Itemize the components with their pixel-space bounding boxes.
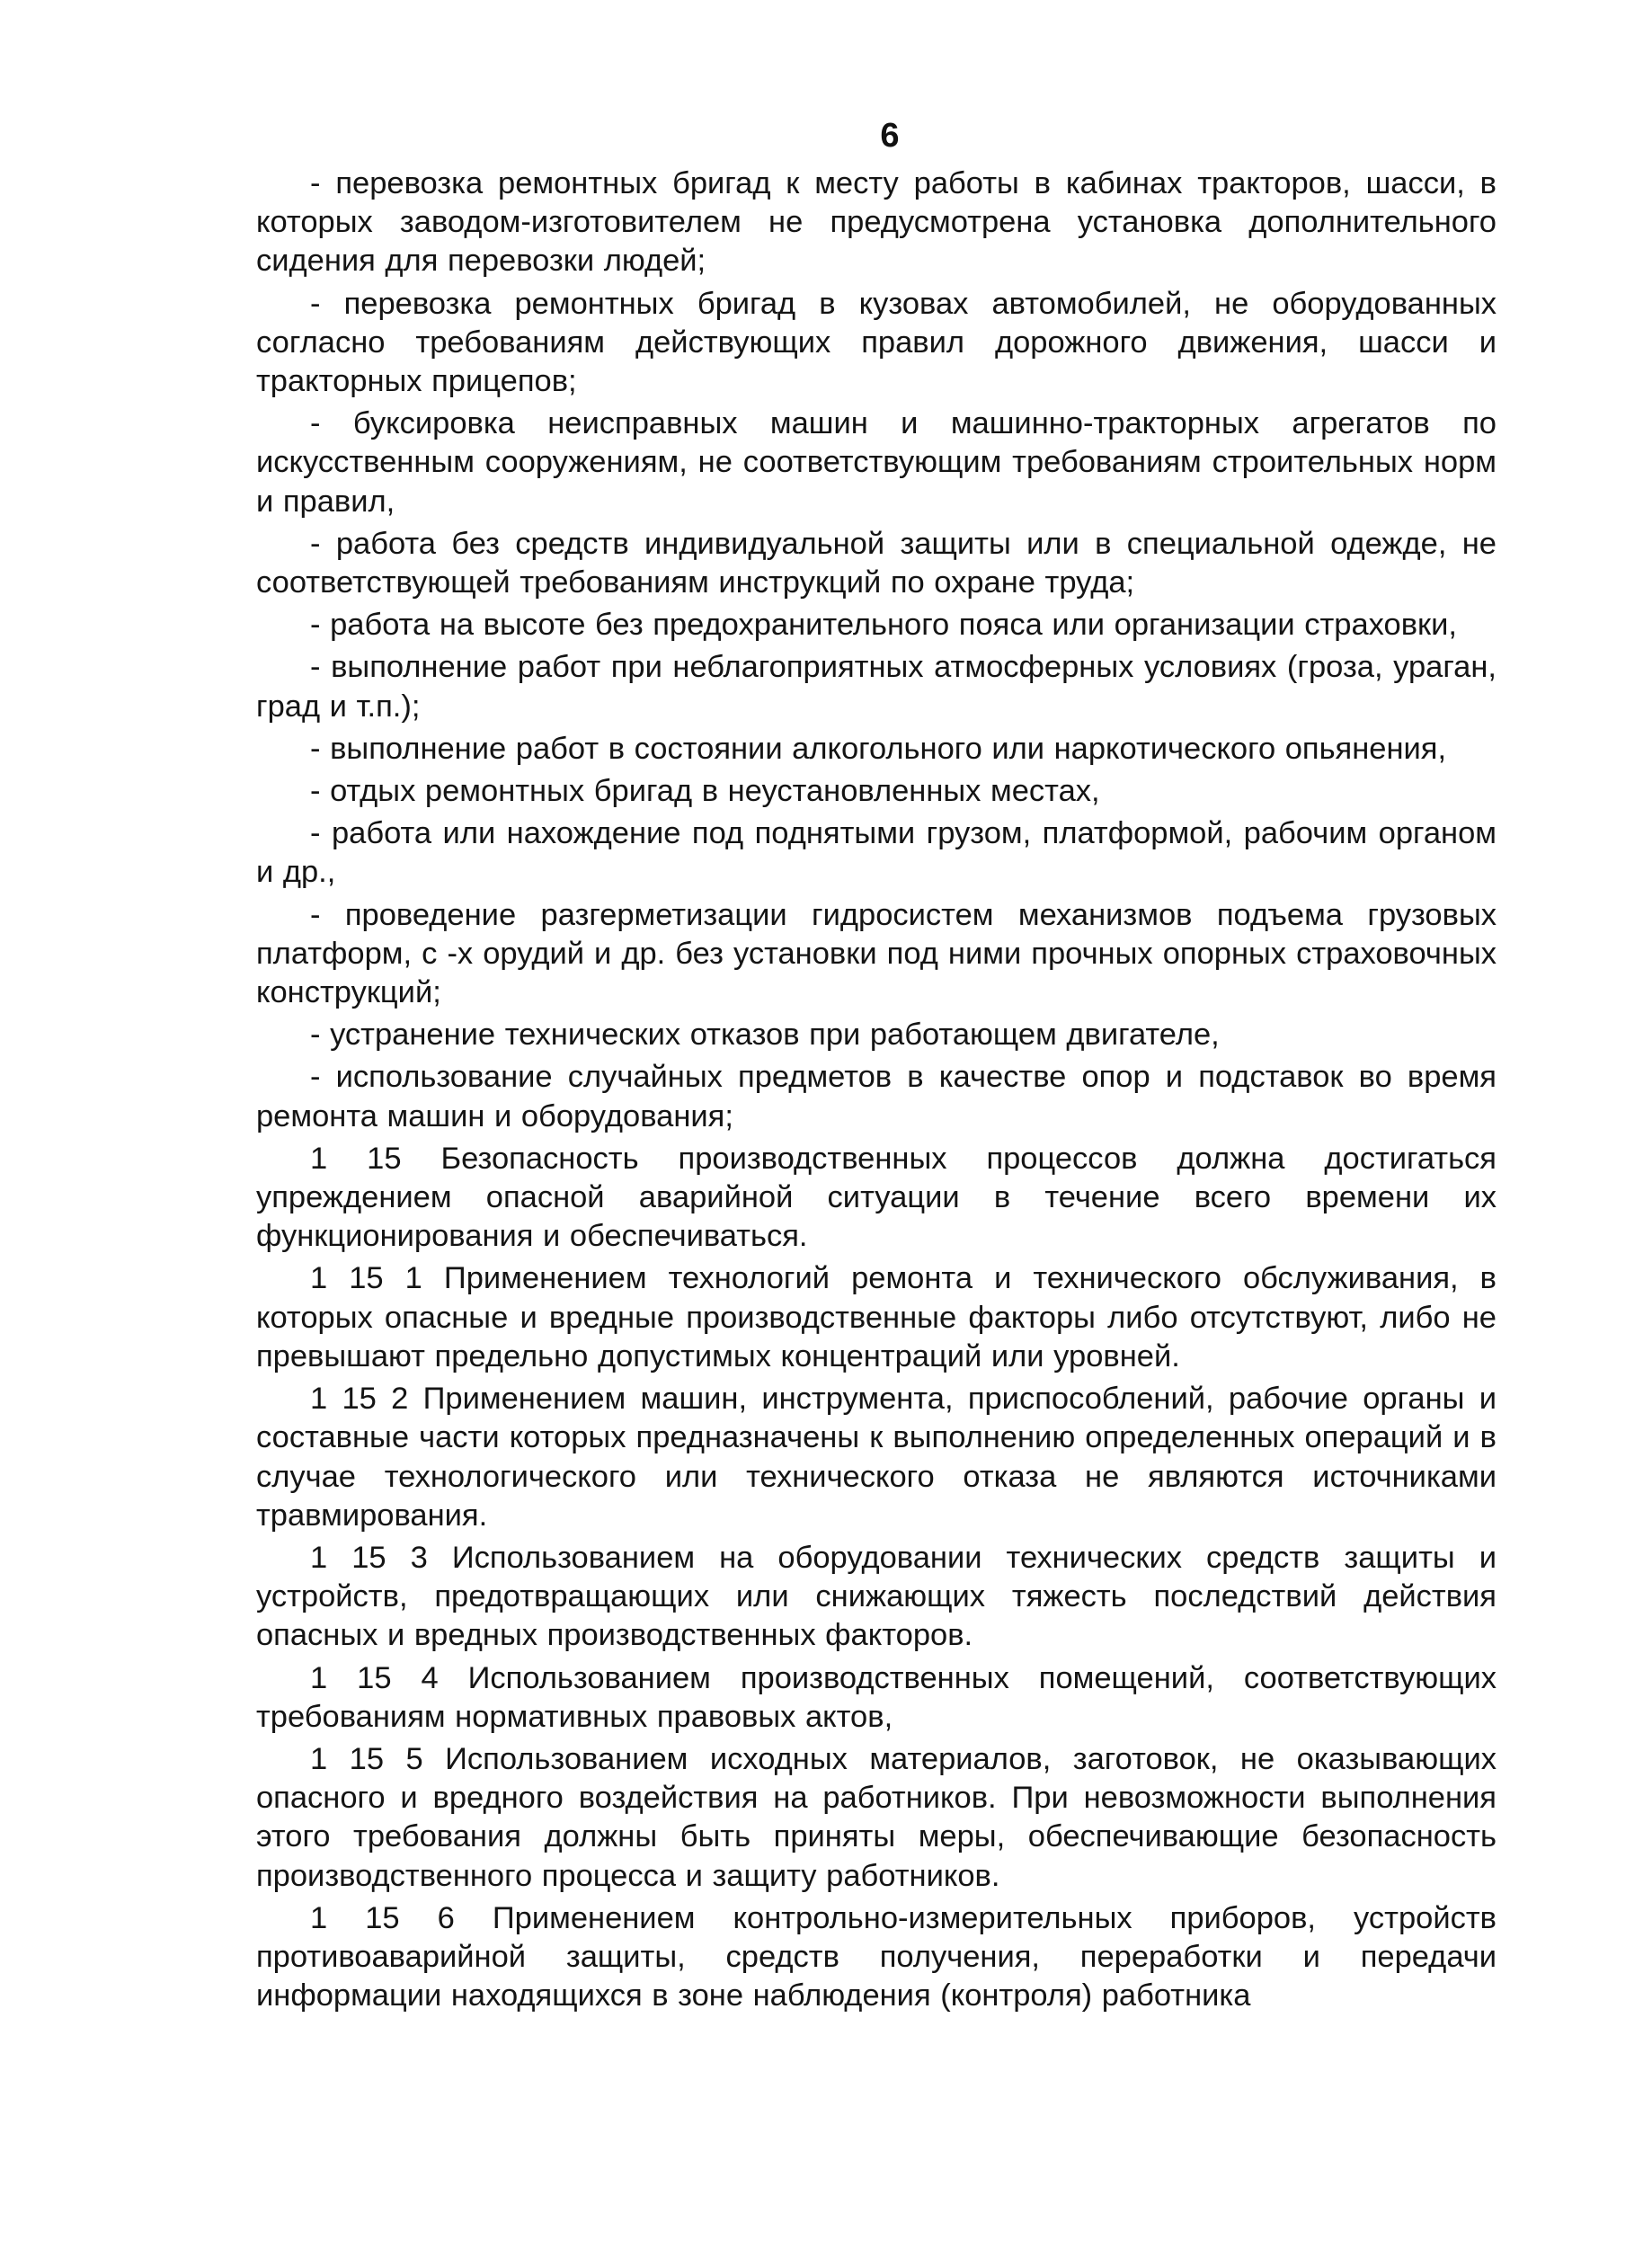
section-1-15-3: 1 15 3 Использованием на оборудовании технических средств защиты и устройств, предотвращающих или снижающих тяжесть последствий действия опасных и вредных производственных факторов. bbox=[256, 1540, 1497, 1653]
section-1-15-6: 1 15 6 Применением контрольно-измерительных приборов, устройств противоаварийной защиты, средств получения, переработки и передачи информации находящихся в зоне наблюдения (контроля) работника bbox=[256, 1900, 1497, 2013]
list-item-random-supports: - использование случайных предметов в качестве опор и подставок во время ремонта машин и оборудования; bbox=[256, 1060, 1497, 1133]
list-item-transport-in-truck-bodies: - перевозка ремонтных бригад в кузовах автомобилей, не оборудованных согласно требованиям действующих правил дорожного движения, шасси и тракторных прицепов; bbox=[256, 286, 1497, 399]
list-item-repair-running-engine: - устранение технических отказов при работающем двигателе, bbox=[310, 1018, 1220, 1053]
list-item-adverse-weather: - выполнение работ при неблагоприятных атмосферных условиях (гроза, ураган, град и т.п.); bbox=[256, 650, 1497, 724]
section-1-15-1: 1 15 1 Применением технологий ремонта и технического обслуживания, в которых опасные и вредные производственные факторы либо отсутствуют, либо не превышают предельно допустимых концентраций или уровней. bbox=[256, 1261, 1497, 1373]
list-item-transport-in-cabins: - перевозка ремонтных бригад к месту работы в кабинах тракторов, шасси, в которых заводом-изготовителем не предусмотрена установка дополнительного сидения для перевозки людей; bbox=[256, 166, 1497, 279]
list-item-work-without-protection: - работа без средств индивидуальной защиты или в специальной одежде, не соответствующей требованиям инструкций по охране труда; bbox=[256, 526, 1497, 600]
section-1-15: 1 15 Безопасность производственных процессов должна достигаться упреждением опасной аварийной ситуации в течение всего времени их функционирования и обеспечиваться. bbox=[256, 1141, 1497, 1254]
page-number: 6 bbox=[880, 117, 900, 155]
document-body bbox=[256, 164, 1497, 2019]
section-1-15-4: 1 15 4 Использованием производственных помещений, соответствующих требованиям нормативных правовых актов, bbox=[256, 1660, 1497, 1734]
list-item-under-raised-loads: - работа или нахождение под поднятыми грузом, платформой, рабочим органом и др., bbox=[256, 816, 1497, 890]
list-item-towing-over-structures: - буксировка неисправных машин и машинно-тракторных агрегатов по искусственным сооружениям, не соответствующим требованиям строительных норм и правил, bbox=[256, 406, 1497, 519]
list-item-work-at-height: - работа на высоте без предохранительного пояса или организации страховки, bbox=[310, 608, 1457, 643]
section-1-15-5: 1 15 5 Использованием исходных материалов, заготовок, не оказывающих опасного и вредного воздействия на работников. При невозможности выполнения этого требования должны быть приняты меры, обеспечивающие безопасность производственного процесса и защиту работников. bbox=[256, 1741, 1497, 1893]
section-1-15-2: 1 15 2 Применением машин, инструмента, приспособлений, рабочие органы и составные части которых предназначены к выполнению определенных операций и в случае технологического или технического отказа не являются источниками травмирования. bbox=[256, 1382, 1497, 1533]
list-item-rest-in-wrong-places: - отдых ремонтных бригад в неустановленных местах, bbox=[310, 774, 1100, 809]
list-item-intoxication: - выполнение работ в состоянии алкогольного или наркотического опьянения, bbox=[310, 731, 1447, 766]
list-item-hydraulic-depressurization: - проведение разгерметизации гидросистем механизмов подъема грузовых платформ, с -х орудий и др. без установки под ними прочных опорных страховочных конструкций; bbox=[256, 897, 1497, 1010]
